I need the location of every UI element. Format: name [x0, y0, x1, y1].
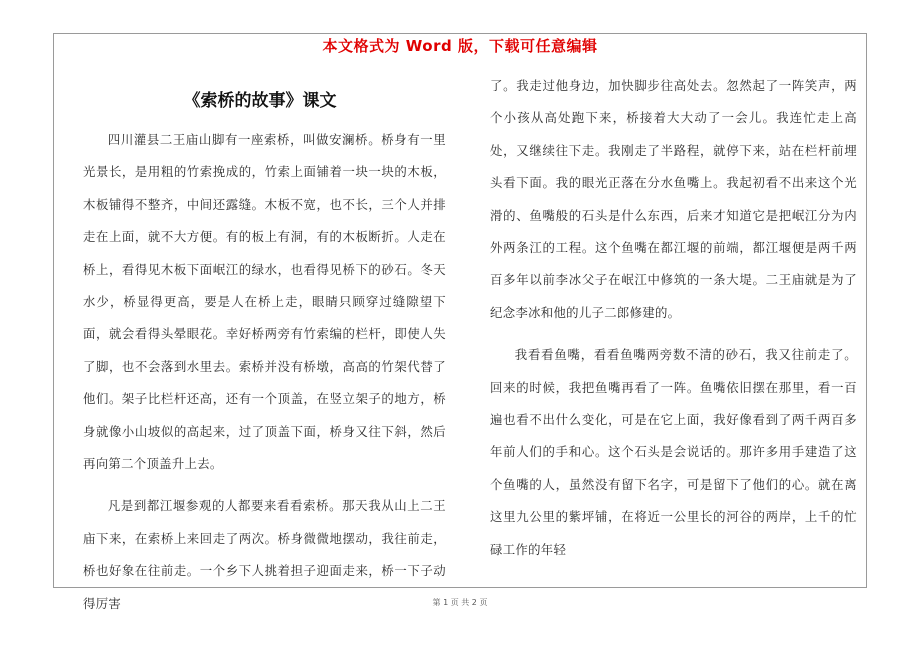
download-banner: 本文格式为 Word 版，下载可任意编辑: [322, 37, 598, 55]
right-text-column: [490, 70, 857, 566]
document-title: 《索桥的故事》课文: [183, 91, 337, 111]
left-text-column: [83, 124, 446, 620]
paragraph: 凡是到都江堰参观的人都要来看看索桥。那天我从山上二王庙下来，在索桥上来回走了两次。桥身微微地摆动，我往前走，桥也好象在往前走。一个乡下人挑着担子迎面走来，桥一下子动得厉害: [83, 498, 446, 611]
paragraph-continued: 了。我走过他身边，加快脚步往高处去。忽然起了一阵笑声，两个小孩从高处跑下来，桥接着大大动了一会儿。我连忙走上高处，又继续往下走。我刚走了半路程，就停下来，站在栏杆前埋头看下面。我的眼光正落在分水鱼嘴上。我起初看不出来这个光滑的、鱼嘴般的石头是什么东西，后来才知道它是把岷江分为内外两条江的工程。这个鱼嘴在都江堰的前端，都江堰便是两千两百多年以前李冰父子在岷江中修筑的一条大堤。二王庙就是为了纪念李冰和他的儿子二郎修建的。: [490, 78, 857, 320]
paragraph: 四川灌县二王庙山脚有一座索桥，叫做安澜桥。桥身有一里光景长，是用粗的竹索挽成的，竹索上面铺着一块一块的木板，木板铺得不整齐，中间还露缝。木板不宽，也不长，三个人并排走在上面，就不大方便。有的板上有洞，有的木板断折。人走在桥上，看得见木板下面岷江的绿水，也看得见桥下的砂石。冬天水少，桥显得更高，要是人在桥上走，眼睛只顾穿过缝隙望下面，就会看得头晕眼花。幸好桥两旁有竹索编的栏杆，即使人失了脚，也不会落到水里去。索桥并没有桥墩，高高的竹架代替了他们。架子比栏杆还高，还有一个顶盖，在竖立架子的地方，桥身就像小山坡似的高起来，过了顶盖下面，桥身又往下斜，然后再向第二个顶盖升上去。: [83, 132, 446, 472]
page-number-footer: 第 1 页 共 2 页: [432, 598, 488, 607]
paragraph: 我看看鱼嘴，看看鱼嘴两旁数不清的砂石，我又往前走了。回来的时候，我把鱼嘴再看了一阵。鱼嘴依旧摆在那里，看一百遍也看不出什么变化，可是在它上面，我好像看到了两千两百多年前人们的手和心。这个石头是会说话的。那许多用手建造了这个鱼嘴的人，虽然没有留下名字，可是留下了他们的心。就在离这里九公里的紫坪铺，在将近一公里长的河谷的两岸，上千的忙碌工作的年轻: [490, 347, 857, 557]
